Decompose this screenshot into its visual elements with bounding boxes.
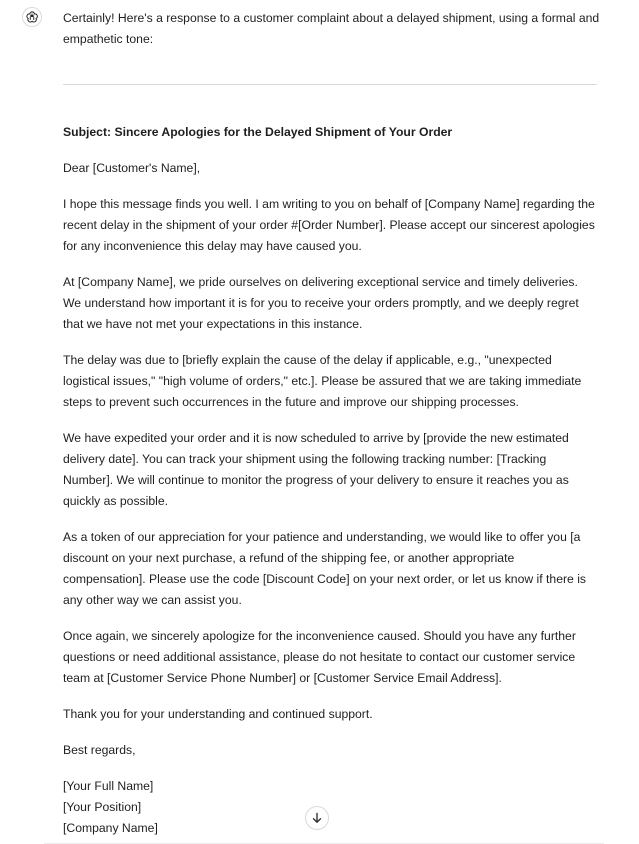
letter-closing: Best regards,	[63, 743, 136, 757]
letter-paragraph: Thank you for your understanding and continued support.	[63, 707, 373, 721]
letter-paragraph: We have expedited your order and it is now scheduled to arrive by [provide the new estimated delivery date]. You can track your shipment using the following tracking number: [Tracking Number]. We will continue to monitor the progress of your delivery to ensure it reaches you as quickly as possible.	[63, 431, 569, 508]
signature-company: [Company Name]	[63, 821, 158, 835]
intro-text: Certainly! Here's a response to a customer complaint about a delayed shipment, using a formal and empathetic tone:	[63, 11, 600, 46]
letter-greeting: Dear [Customer's Name],	[63, 161, 201, 175]
letter-paragraph: Once again, we sincerely apologize for the inconvenience caused. Should you have any further questions or need additional assistance, please do not hesitate to contact our customer service team at [Customer Service Phone Number] or [Customer Service Email Address].	[63, 629, 576, 685]
openai-logo-icon	[25, 10, 39, 24]
signature-position: [Your Position]	[63, 800, 142, 814]
scroll-to-bottom-button[interactable]	[305, 806, 329, 830]
letter-paragraph: As a token of our appreciation for your patience and understanding, we would like to offer you [a discount on your next purchase, a refund of the shipping fee, or another appropriate compensation]. Please use the code [Discount Code] on your next order, or let us know if there is any other way we can assist you.	[63, 530, 586, 607]
letter-subject: Subject: Sincere Apologies for the Delayed Shipment of Your Order	[63, 125, 453, 139]
assistant-avatar	[22, 7, 42, 27]
letter-paragraph: The delay was due to [briefly explain the cause of the delay if applicable, e.g., "unexpected logistical issues," "high volume of orders," etc.]. Please be assured that we are taking immediate steps to prevent such occurrences in the future and improve our shipping processes.	[63, 353, 582, 409]
divider	[63, 84, 597, 85]
letter-paragraph: I hope this message finds you well. I am writing to you on behalf of [Company Name] regarding the recent delay in the shipment of your order #[Order Number]. Please accept our sincerest apologies for any inconvenience this delay may have caused you.	[63, 197, 595, 253]
arrow-down-icon	[311, 812, 323, 824]
letter-paragraph: At [Company Name], we pride ourselves on delivering exceptional service and timely deliveries. We understand how important it is for you to receive your orders promptly, and we deeply regret that we have not met your expectations in this instance.	[63, 275, 579, 331]
signature-name: [Your Full Name]	[63, 779, 154, 793]
